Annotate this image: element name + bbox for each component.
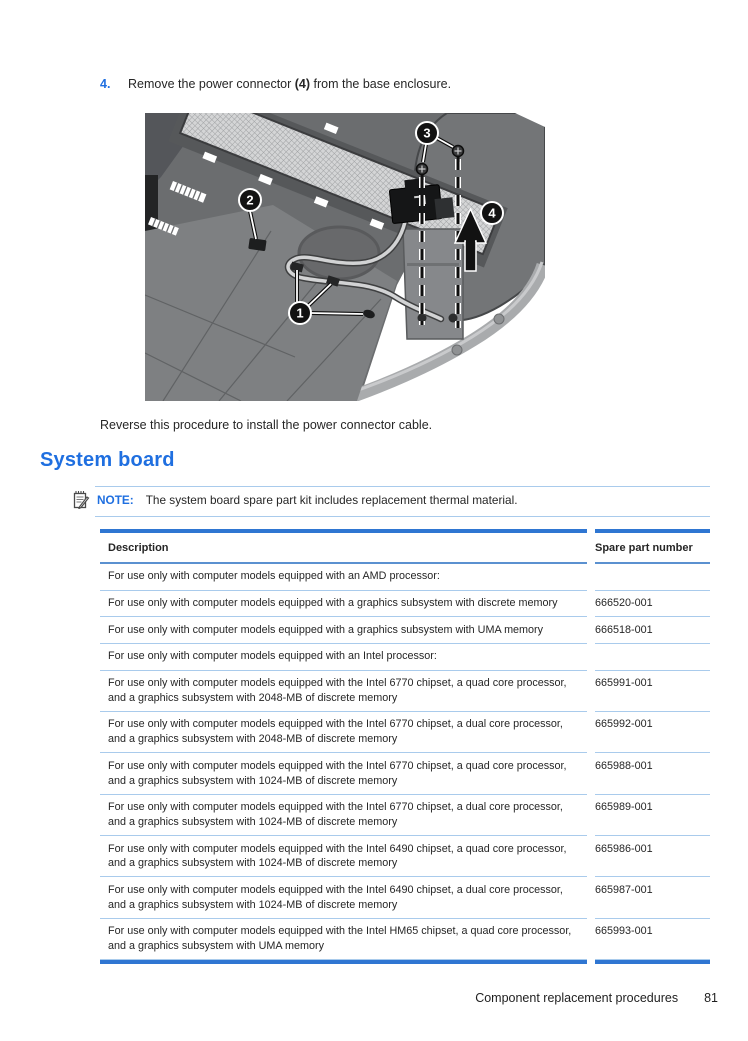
cell-part-number: 666518-001 [595,617,710,644]
note-label: NOTE: [97,493,134,507]
bracket-seam [407,263,459,266]
cell-part-number: 665988-001 [595,753,710,794]
column-header-description: Description [100,533,587,564]
table-row [100,753,710,794]
cell-description: For use only with computer models equipped with the Intel 6490 chipset, a dual core processor, and a graphics subsystem with 1024-MB of discrete memory [100,877,587,918]
screw-boss [494,314,504,324]
figure-illustration [145,113,545,401]
cell-description: For use only with computer models equipped with the Intel 6770 chipset, a dual core processor, and a graphics subsystem with 1024-MB of discrete memory [100,795,587,836]
svg-text:1: 1 [296,305,304,321]
cell-description: For use only with computer models equipped with the Intel 6770 chipset, a quad core processor, and a graphics subsystem with 2048-MB of discrete memory [100,671,587,712]
step-callout-ref: (4) [294,77,311,91]
table-row [100,617,710,644]
spare-parts-table [100,529,710,964]
callout-1 [289,302,311,324]
step-text-pre: Remove the power connector [128,77,295,91]
footer-section-title: Component replacement procedures [475,991,679,1005]
cell-part-number: 665993-001 [595,919,710,960]
table-row [100,919,710,960]
cell-description: For use only with computer models equipped with an AMD processor: [100,564,587,591]
cell-part-number: 665992-001 [595,712,710,753]
svg-text:3: 3 [423,125,431,141]
cell-part-number [595,564,710,591]
cell-description: For use only with computer models equipped with the Intel 6770 chipset, a dual core processor, and a graphics subsystem with 2048-MB of discrete memory [100,712,587,753]
cable-clip [248,238,266,251]
screw-boss [452,345,462,355]
note-text: The system board spare part kit includes replacement thermal material. [145,493,518,507]
spare-parts-rows [100,564,710,960]
cell-part-number: 665989-001 [595,795,710,836]
column-header-part-number: Spare part number [595,533,710,564]
table-row [100,795,710,836]
table-row [100,836,710,877]
page-footer [475,991,718,1005]
note-box [95,486,710,517]
table-row [100,712,710,753]
table-bottom-bar [100,960,710,964]
table-row [100,644,710,671]
cell-part-number: 665987-001 [595,877,710,918]
callout-3 [416,122,438,144]
table-row [100,564,710,591]
callout-4 [481,202,503,224]
section-heading: System board [40,449,175,471]
cell-part-number: 666520-001 [595,591,710,618]
cell-description: For use only with computer models equipped with a graphics subsystem with UMA memory [100,617,587,644]
table-row [100,591,710,618]
cell-description: For use only with computer models equipped with the Intel 6770 chipset, a quad core processor, and a graphics subsystem with 1024-MB of discrete memory [100,753,587,794]
page-number: 81 [704,991,718,1005]
cell-description: For use only with computer models equipped with the Intel 6490 chipset, a quad core processor, and a graphics subsystem with 1024-MB of discrete memory [100,836,587,877]
reverse-procedure-text: Reverse this procedure to install the power connector cable. [100,418,433,432]
table-row [100,671,710,712]
cell-description: For use only with computer models equipped with a graphics subsystem with discrete memory [100,591,587,618]
cell-description: For use only with computer models equipped with the Intel HM65 chipset, a quad core processor, and a graphics subsystem with UMA memory [100,919,587,960]
step-4-instruction [100,76,700,92]
speaker-cavity [299,227,379,279]
svg-text:4: 4 [488,205,496,221]
note-icon [73,490,90,509]
svg-text:2: 2 [246,192,254,208]
cell-part-number: 665986-001 [595,836,710,877]
figure-power-connector-removal [145,113,545,401]
callout-2 [239,189,261,211]
cell-part-number [595,644,710,671]
connector-bracket [403,229,463,339]
step-text-post: from the base enclosure. [310,77,452,91]
step-number: 4. [100,77,111,91]
cell-description: For use only with computer models equipped with an Intel processor: [100,644,587,671]
table-header-row [100,533,710,564]
cell-part-number: 665991-001 [595,671,710,712]
table-row [100,877,710,918]
